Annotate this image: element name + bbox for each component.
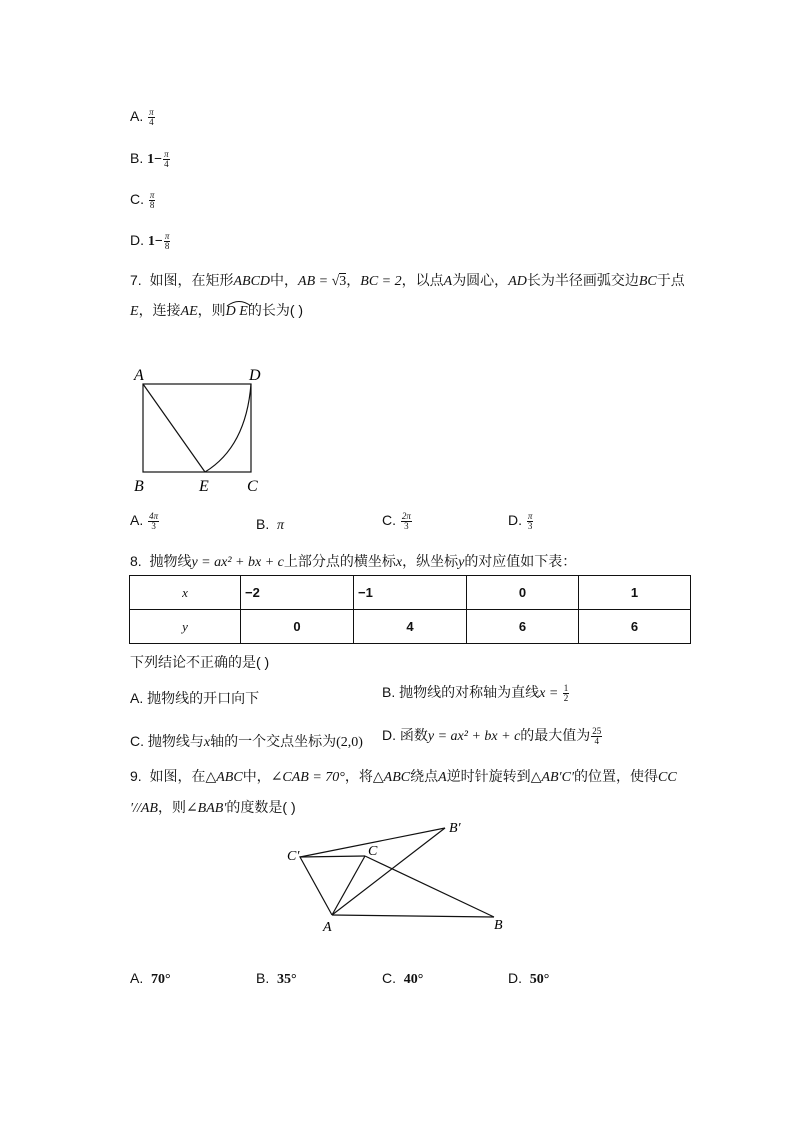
q6-option-a: A. $\frac{\pi}{4}$ <box>130 107 154 127</box>
q7-figure <box>128 362 278 498</box>
q7-option-c: C. $\frac{2\pi}{3}$ <box>382 511 411 531</box>
q7-option-d: D. $\frac{\pi}{3}$ <box>508 511 533 531</box>
q6-option-d: D. 1− $\frac{\pi}{8}$ <box>130 231 170 251</box>
q7-option-b: B. π <box>256 516 285 533</box>
q9-option-b: B. 35° <box>256 970 297 987</box>
table-row: x −2 −1 0 1 <box>130 576 691 610</box>
q9-option-a: A. 70° <box>130 970 171 987</box>
q8-stem: 8. 抛物线y = ax² + bx + c上部分点的横坐标x，纵坐标y的对应值如下表： <box>130 553 577 570</box>
fraction: $\frac{25}{4}$ <box>592 725 602 746</box>
fraction: $\frac{\pi}{4}$ <box>149 107 154 127</box>
q9-option-c: C. 40° <box>382 970 424 987</box>
label-c: C <box>368 844 378 859</box>
q9-stem-line2: ′//AB，则∠BAB′的度数是( ) <box>130 799 296 816</box>
label-e: E <box>199 478 209 495</box>
q7-option-a: A. $\frac{4\pi}{3}$ <box>130 511 159 531</box>
q8-option-c: C. 抛物线与x轴的一个交点坐标为(2,0) <box>130 733 363 750</box>
q9-stem-line1: 9. 如图，在△ABC中，∠CAB = 70°，将△ABC绕点A逆时针旋转到△AB′C′的位置，使得CC <box>130 768 677 785</box>
fraction: $\frac{\pi}{8}$ <box>149 190 155 210</box>
q6-option-c: C. $\frac{\pi}{8}$ <box>130 190 155 210</box>
q7-stem-line2: E，连接AE，则 D E的长为( ) <box>130 300 303 320</box>
label-c: C <box>247 478 258 495</box>
segment-a-b-prime <box>332 828 445 915</box>
rectangle-abcd <box>143 384 251 472</box>
label-d: D <box>249 367 261 384</box>
fraction: $\frac{2\pi}{3}$ <box>401 511 411 531</box>
fraction: $\frac{\pi}{4}$ <box>164 149 169 169</box>
q6-option-b: B. 1− $\frac{\pi}{4}$ <box>130 149 169 169</box>
q8-option-a: A. 抛物线的开口向下 <box>130 690 260 706</box>
label-b: B <box>494 918 503 933</box>
segment-ab <box>332 915 494 917</box>
arc-de <box>205 384 251 472</box>
segment-cb <box>365 856 494 917</box>
segment-ae <box>143 384 205 472</box>
label-a: A <box>323 920 332 935</box>
label-b-prime: B′ <box>449 821 461 836</box>
fraction: $\frac{\pi}{8}$ <box>164 231 170 251</box>
label-a: A <box>134 367 144 384</box>
fraction: $\frac{\pi}{3}$ <box>527 511 533 531</box>
q8-value-table <box>129 575 691 644</box>
q9-option-d: D. 50° <box>508 970 550 987</box>
segment-ac <box>332 856 365 915</box>
fraction: $\frac{4\pi}{3}$ <box>149 511 159 531</box>
q8-option-d: D. 函数y = ax² + bx + c的最大值为 $\frac{25}{4}$ <box>382 725 602 746</box>
q8-option-b: B. 抛物线的对称轴为直线x = $\frac{1}{2}$ <box>382 682 569 703</box>
fraction: $\frac{1}{2}$ <box>563 682 569 703</box>
triangle-ab-c-prime <box>300 856 365 915</box>
label-c-prime: C′ <box>287 849 300 864</box>
q8-question: 下列结论不正确的是( ) <box>130 654 270 670</box>
q7-stem-line1: 7. 如图，在矩形ABCD中，AB = √3，BC = 2，以点A为圆心，AD长为半径画弧交边BC于点 <box>130 272 685 289</box>
arc-mark-icon <box>226 299 252 307</box>
table-row: y 0 4 6 6 <box>130 610 691 644</box>
q9-figure <box>280 815 520 937</box>
label-b: B <box>134 478 144 495</box>
